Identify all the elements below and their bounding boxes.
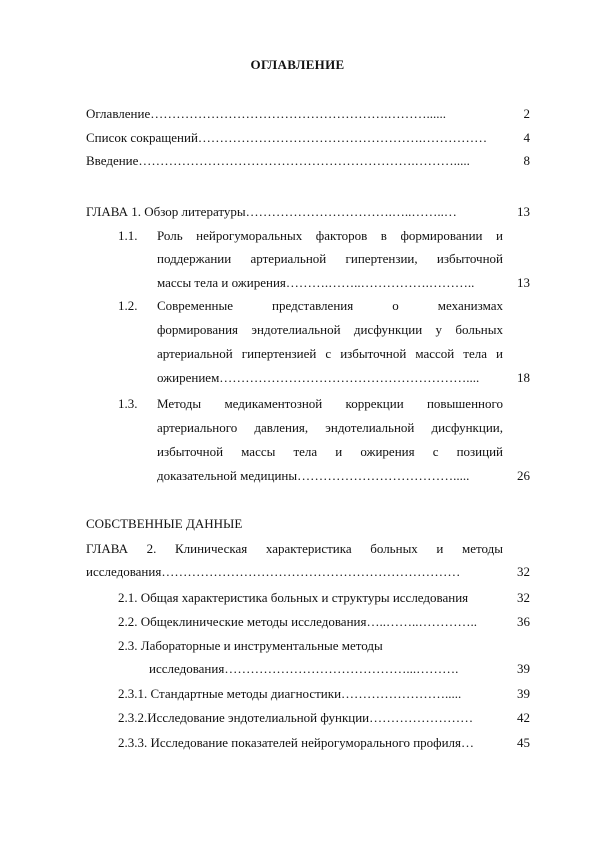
toc-section-line[interactable]: ожирением………………………………………………….... [157, 370, 480, 385]
toc-section-line[interactable]: формирования эндотелиальной дисфункции у больных [157, 322, 503, 337]
toc-section-number: 1.1. [118, 228, 138, 243]
toc-page-number: 39 [517, 686, 530, 701]
toc-section-line[interactable]: массы тела и ожирения……….……..…………….……….. [157, 275, 475, 290]
toc-section-number: 1.2. [118, 298, 138, 313]
toc-section-line[interactable]: поддержании артериальной гипертензии, избыточной [157, 251, 503, 266]
toc-entry-contents[interactable]: Оглавление……………………………………………….………...... [86, 106, 446, 121]
toc-page-number: 26 [517, 468, 530, 483]
page-title: ОГЛАВЛЕНИЕ [250, 57, 345, 72]
toc-subentry[interactable]: 2.3.2.Исследование эндотелиальной функции…………………… [118, 710, 474, 725]
toc-subentry[interactable]: 2.3. Лабораторные и инструментальные методы [118, 638, 383, 653]
toc-page-number: 18 [517, 370, 530, 385]
toc-page-number: 13 [517, 275, 530, 290]
toc-page-number: 45 [517, 735, 530, 750]
toc-section-number: 1.3. [118, 396, 138, 411]
toc-section-line[interactable]: Методы медикаментозной коррекции повышенного [157, 396, 503, 411]
toc-entry-abbreviations[interactable]: Список сокращений…………………………………………….…………… [86, 130, 488, 145]
toc-page-number: 42 [517, 710, 530, 725]
toc-section-line[interactable]: избыточной массы тела и ожирения с позиций [157, 444, 503, 459]
toc-entry-chapter-2[interactable]: ГЛАВА 2. Клиническая характеристика больных и методы [86, 541, 503, 556]
toc-subentry[interactable]: 2.3.3. Исследование показателей нейрогуморального профиля… [118, 735, 475, 750]
toc-subentry[interactable]: 2.2. Общеклинические методы исследования…..……..………….. [118, 614, 477, 629]
toc-page-number: 8 [523, 153, 530, 168]
toc-page-number: 39 [517, 661, 530, 676]
toc-subentry[interactable]: 2.3.1. Стандартные методы диагностики……………………..... [118, 686, 462, 701]
toc-section-line[interactable]: артериальной гипертензией с избыточной массой тела и [157, 346, 503, 361]
toc-section-line[interactable]: артериального давления, эндотелиальной дисфункции, [157, 420, 503, 435]
toc-page-number: 32 [517, 590, 530, 605]
toc-subentry-cont[interactable]: исследования……………………………………...………. [149, 661, 459, 676]
toc-page-number: 4 [523, 130, 530, 145]
toc-section-line[interactable]: Роль нейрогуморальных факторов в формировании и [157, 228, 503, 243]
toc-section-line[interactable]: Современные представления о механизмах [157, 298, 503, 313]
toc-page-number: 2 [523, 106, 530, 121]
toc-page-number: 13 [517, 204, 530, 219]
toc-page-number: 36 [517, 614, 530, 629]
toc-subentry[interactable]: 2.1. Общая характеристика больных и структуры исследования [118, 590, 469, 605]
toc-part-heading: СОБСТВЕННЫЕ ДАННЫЕ [86, 516, 243, 531]
toc-entry-introduction[interactable]: Введение……………………………………………………….………..... [86, 153, 470, 168]
toc-section-line[interactable]: доказательной медицины………………………………..... [157, 468, 470, 483]
toc-entry-chapter-1[interactable]: ГЛАВА 1. Обзор литературы…………………………….…..……..… [86, 204, 457, 219]
toc-page-number: 32 [517, 564, 530, 579]
toc-entry-chapter-2-cont[interactable]: исследования…………………………………………………………… [86, 564, 461, 579]
